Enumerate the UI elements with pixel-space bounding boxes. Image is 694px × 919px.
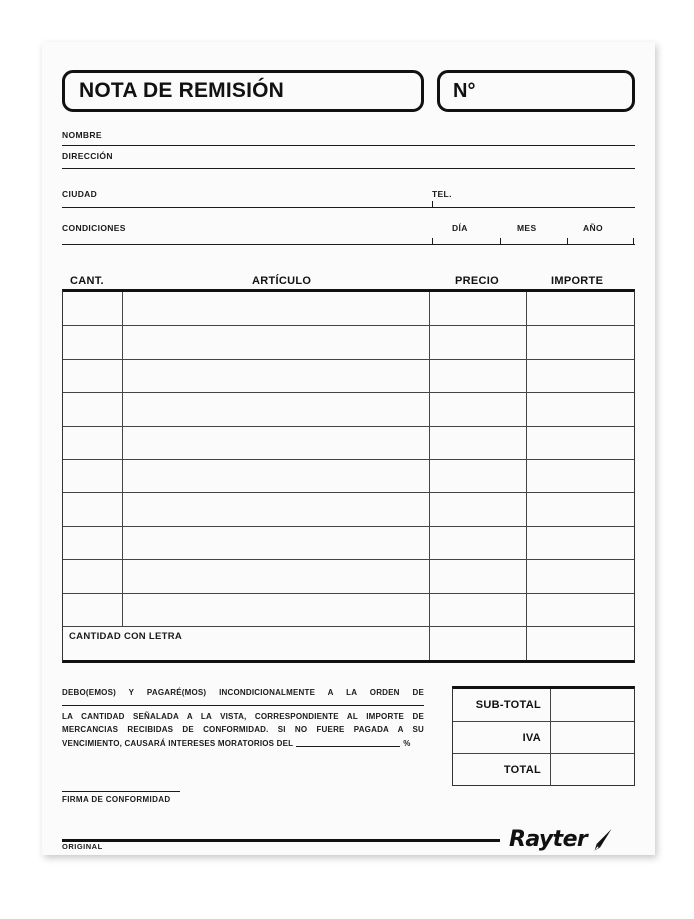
cell-articulo[interactable] xyxy=(123,493,430,525)
cell-articulo[interactable] xyxy=(123,360,430,392)
footer-line xyxy=(62,827,635,853)
tick-tel-divider xyxy=(432,201,433,207)
cell-articulo[interactable] xyxy=(123,326,430,358)
legal-line-3: MERCANCIAS RECIBIDAS DE CONFORMIDAD. SI NO FUERE PAGADA A SU xyxy=(62,725,424,735)
cell-precio[interactable] xyxy=(430,493,527,525)
amount-in-words-cell[interactable] xyxy=(63,627,430,660)
cell-articulo[interactable] xyxy=(123,460,430,492)
totals-value-subtotal[interactable] xyxy=(550,689,634,721)
cell-importe[interactable] xyxy=(527,493,633,525)
legal-line-1: DEBO(EMOS) Y PAGARÉ(MOS) INCONDICIONALMENTE A LA ORDEN DE xyxy=(62,688,424,697)
table-row[interactable] xyxy=(63,559,634,592)
cell-articulo[interactable] xyxy=(123,393,430,425)
tick-dia-mes xyxy=(500,238,501,244)
cell-articulo[interactable] xyxy=(123,427,430,459)
brand-wordmark: Rayter xyxy=(509,827,588,852)
document-number-box[interactable] xyxy=(437,70,635,112)
cell-importe[interactable] xyxy=(527,460,633,492)
copy-type-label: ORIGINAL xyxy=(62,842,103,851)
brand-logo xyxy=(509,827,616,853)
cell-importe[interactable] xyxy=(527,594,633,626)
signature-block[interactable] xyxy=(62,791,635,804)
field-label-direccion: DIRECCIÓN xyxy=(62,151,113,161)
cell-precio-letra[interactable] xyxy=(430,627,527,660)
items-table-grid xyxy=(62,289,635,663)
table-row[interactable] xyxy=(63,526,634,559)
legal-text-block xyxy=(62,686,424,750)
table-row[interactable] xyxy=(63,492,634,525)
table-row[interactable] xyxy=(63,392,634,425)
field-label-mes: MES xyxy=(517,223,537,233)
column-header-importe: IMPORTE xyxy=(551,275,604,287)
legal-fill-rule[interactable] xyxy=(62,705,424,706)
field-label-nombre: NOMBRE xyxy=(62,130,102,140)
cell-importe[interactable] xyxy=(527,393,633,425)
cell-cant[interactable] xyxy=(63,527,123,559)
column-header-cant: CANT. xyxy=(70,275,104,287)
legal-body xyxy=(62,710,424,751)
remision-paper-sheet xyxy=(42,42,655,855)
cell-cant[interactable] xyxy=(63,493,123,525)
cell-articulo[interactable] xyxy=(123,560,430,592)
column-header-articulo: ARTÍCULO xyxy=(252,275,312,287)
cell-cant[interactable] xyxy=(63,393,123,425)
cell-cant[interactable] xyxy=(63,460,123,492)
cell-precio[interactable] xyxy=(430,560,527,592)
cell-cant[interactable] xyxy=(63,360,123,392)
table-row[interactable] xyxy=(63,359,634,392)
table-row[interactable] xyxy=(63,459,634,492)
amount-in-words-label: CANTIDAD CON LETRA xyxy=(69,630,183,642)
cell-importe[interactable] xyxy=(527,360,633,392)
cell-importe[interactable] xyxy=(527,560,633,592)
rule-nombre xyxy=(62,145,635,146)
field-label-ano: AÑO xyxy=(583,223,603,233)
header-row xyxy=(62,70,635,112)
signature-label: FIRMA DE CONFORMIDAD xyxy=(62,795,171,805)
tick-fecha-end xyxy=(633,238,634,244)
cell-precio[interactable] xyxy=(430,292,527,325)
cell-precio[interactable] xyxy=(430,427,527,459)
legal-line-4 xyxy=(62,737,424,751)
totals-value-total[interactable] xyxy=(550,754,634,785)
pen-nib-icon xyxy=(590,827,616,853)
totals-box xyxy=(452,686,635,786)
cell-importe[interactable] xyxy=(527,427,633,459)
field-label-ciudad: CIUDAD xyxy=(62,189,98,199)
cell-importe[interactable] xyxy=(527,326,633,358)
legal-line-4-prefix: VENCIMIENTO, CAUSARÁ INTERESES MORATORIOS DEL xyxy=(62,738,294,748)
cell-importe[interactable] xyxy=(527,527,633,559)
legal-line-2: LA CANTIDAD SEÑALADA A LA VISTA, CORRESPONDIENTE AL IMPORTE DE xyxy=(62,711,424,721)
cell-precio[interactable] xyxy=(430,393,527,425)
cell-cant[interactable] xyxy=(63,427,123,459)
rule-condiciones xyxy=(62,244,635,245)
document-number-label: N° xyxy=(453,79,476,102)
totals-row-subtotal xyxy=(453,689,634,721)
cell-cant[interactable] xyxy=(63,560,123,592)
cell-precio[interactable] xyxy=(430,460,527,492)
totals-row-total xyxy=(453,753,634,785)
cell-articulo[interactable] xyxy=(123,292,430,325)
document-title-box xyxy=(62,70,424,112)
legal-line-4-suffix: % xyxy=(403,738,411,748)
table-row[interactable] xyxy=(63,426,634,459)
cell-importe[interactable] xyxy=(527,292,633,325)
cell-precio[interactable] xyxy=(430,360,527,392)
field-label-condiciones: CONDICIONES xyxy=(62,223,126,233)
totals-label-iva: IVA xyxy=(522,731,541,744)
totals-label-total: TOTAL xyxy=(503,763,541,776)
form-sheet xyxy=(42,42,655,855)
totals-row-iva xyxy=(453,721,634,753)
cell-precio[interactable] xyxy=(430,594,527,626)
totals-value-iva[interactable] xyxy=(550,722,634,753)
items-table xyxy=(62,269,635,663)
rule-ciudad-tel xyxy=(62,207,635,208)
tick-mes-ano xyxy=(567,238,568,244)
cell-precio[interactable] xyxy=(430,527,527,559)
field-label-tel: TEL. xyxy=(432,189,452,199)
cell-cant[interactable] xyxy=(63,594,123,626)
table-row[interactable] xyxy=(63,593,634,626)
rule-direccion xyxy=(62,168,635,169)
tick-fecha-start xyxy=(432,238,433,244)
totals-label-subtotal: SUB-TOTAL xyxy=(475,699,541,711)
interest-rate-input[interactable] xyxy=(296,738,400,747)
field-label-dia: DÍA xyxy=(452,223,468,233)
footer-rule xyxy=(62,839,500,842)
cell-cant[interactable] xyxy=(63,292,123,325)
page-title: NOTA DE REMISIÓN xyxy=(79,79,285,102)
cell-articulo[interactable] xyxy=(123,527,430,559)
cell-cant[interactable] xyxy=(63,326,123,358)
table-row[interactable] xyxy=(63,292,634,325)
cell-importe-letra[interactable] xyxy=(527,627,633,660)
column-header-precio: PRECIO xyxy=(455,275,499,287)
cell-precio[interactable] xyxy=(430,326,527,358)
items-table-header xyxy=(62,269,635,289)
amount-in-words-row[interactable] xyxy=(63,626,634,660)
table-row[interactable] xyxy=(63,325,634,358)
cell-articulo[interactable] xyxy=(123,594,430,626)
